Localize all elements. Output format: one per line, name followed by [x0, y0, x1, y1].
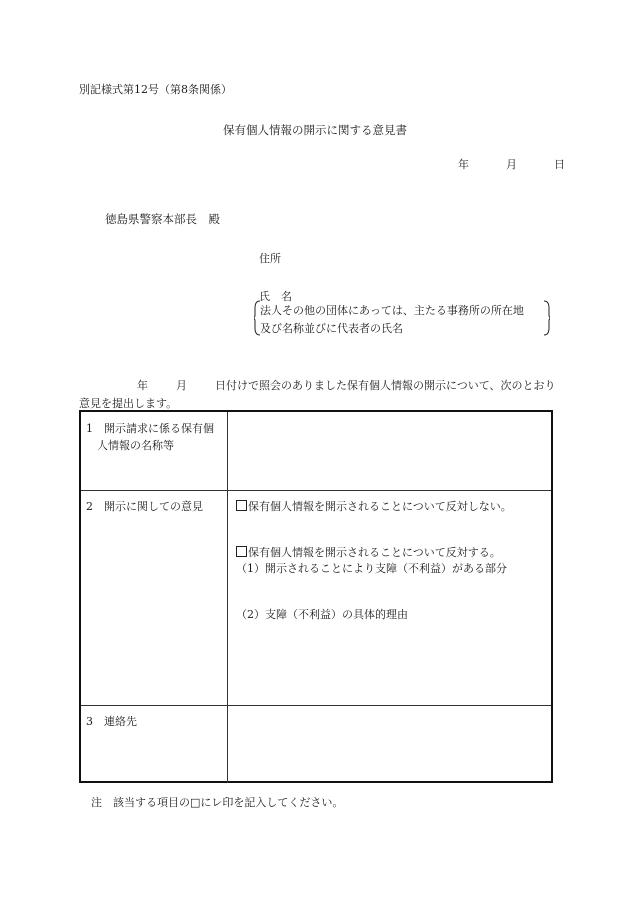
address-label: 住所	[259, 252, 281, 265]
intro-month: 月	[176, 379, 187, 392]
option-oppose-label: 保有個人情報を開示されることについて反対する。	[248, 546, 501, 559]
table-row-subject	[81, 412, 551, 491]
name-label: 氏 名	[259, 290, 292, 303]
row1-label	[81, 412, 228, 490]
row3-label-text: 3 連絡先	[86, 715, 137, 728]
date-month: 月	[506, 158, 517, 171]
checkbox-not-oppose[interactable]	[236, 500, 247, 511]
row3-input[interactable]	[228, 705, 551, 783]
intro-text: 日付けで照会のありました保有個人情報の開示について、次のとおり意見を提出します。	[79, 379, 556, 410]
row1-input[interactable]	[228, 412, 551, 490]
option-not-oppose[interactable]	[236, 498, 512, 514]
footnote: 注 該当する項目の□にレ印を記入してください。	[91, 796, 344, 809]
checkbox-oppose[interactable]	[236, 546, 247, 557]
form-number: 別記様式第12号（第8条関係）	[79, 83, 232, 96]
option-oppose[interactable]	[236, 544, 501, 560]
date-day: 日	[554, 158, 565, 171]
row2-input	[228, 490, 551, 705]
table-row-opinion	[81, 490, 551, 706]
table-row-contact	[81, 705, 551, 783]
sub-item-2: （2）支障（不利益）の具体的理由	[236, 608, 408, 621]
row2-label	[81, 490, 228, 705]
date-year: 年	[458, 158, 469, 171]
row2-label-text: 2 開示に関しての意見	[86, 500, 203, 513]
intro-year: 年	[137, 379, 148, 392]
row3-label	[81, 705, 228, 783]
addressee: 徳島県警察本部長 殿	[105, 212, 220, 226]
intro-paragraph	[79, 377, 559, 413]
date-line	[458, 156, 565, 172]
bracket-note-line2: 及び名称並びに代表者の氏名	[260, 322, 403, 335]
bracket-note-line1: 法人その他の団体にあっては、主たる事務所の所在地	[260, 304, 524, 317]
opinion-table	[79, 410, 553, 783]
row1-label-line1: 1 開示請求に係る保有個	[86, 422, 214, 435]
option-not-oppose-label: 保有個人情報を開示されることについて反対しない。	[248, 500, 512, 513]
document-title: 保有個人情報の開示に関する意見書	[223, 123, 407, 137]
sub-item-1: （1）開示されることにより支障（不利益）がある部分	[236, 562, 507, 575]
row1-label-line2: 人情報の名称等	[97, 439, 174, 452]
